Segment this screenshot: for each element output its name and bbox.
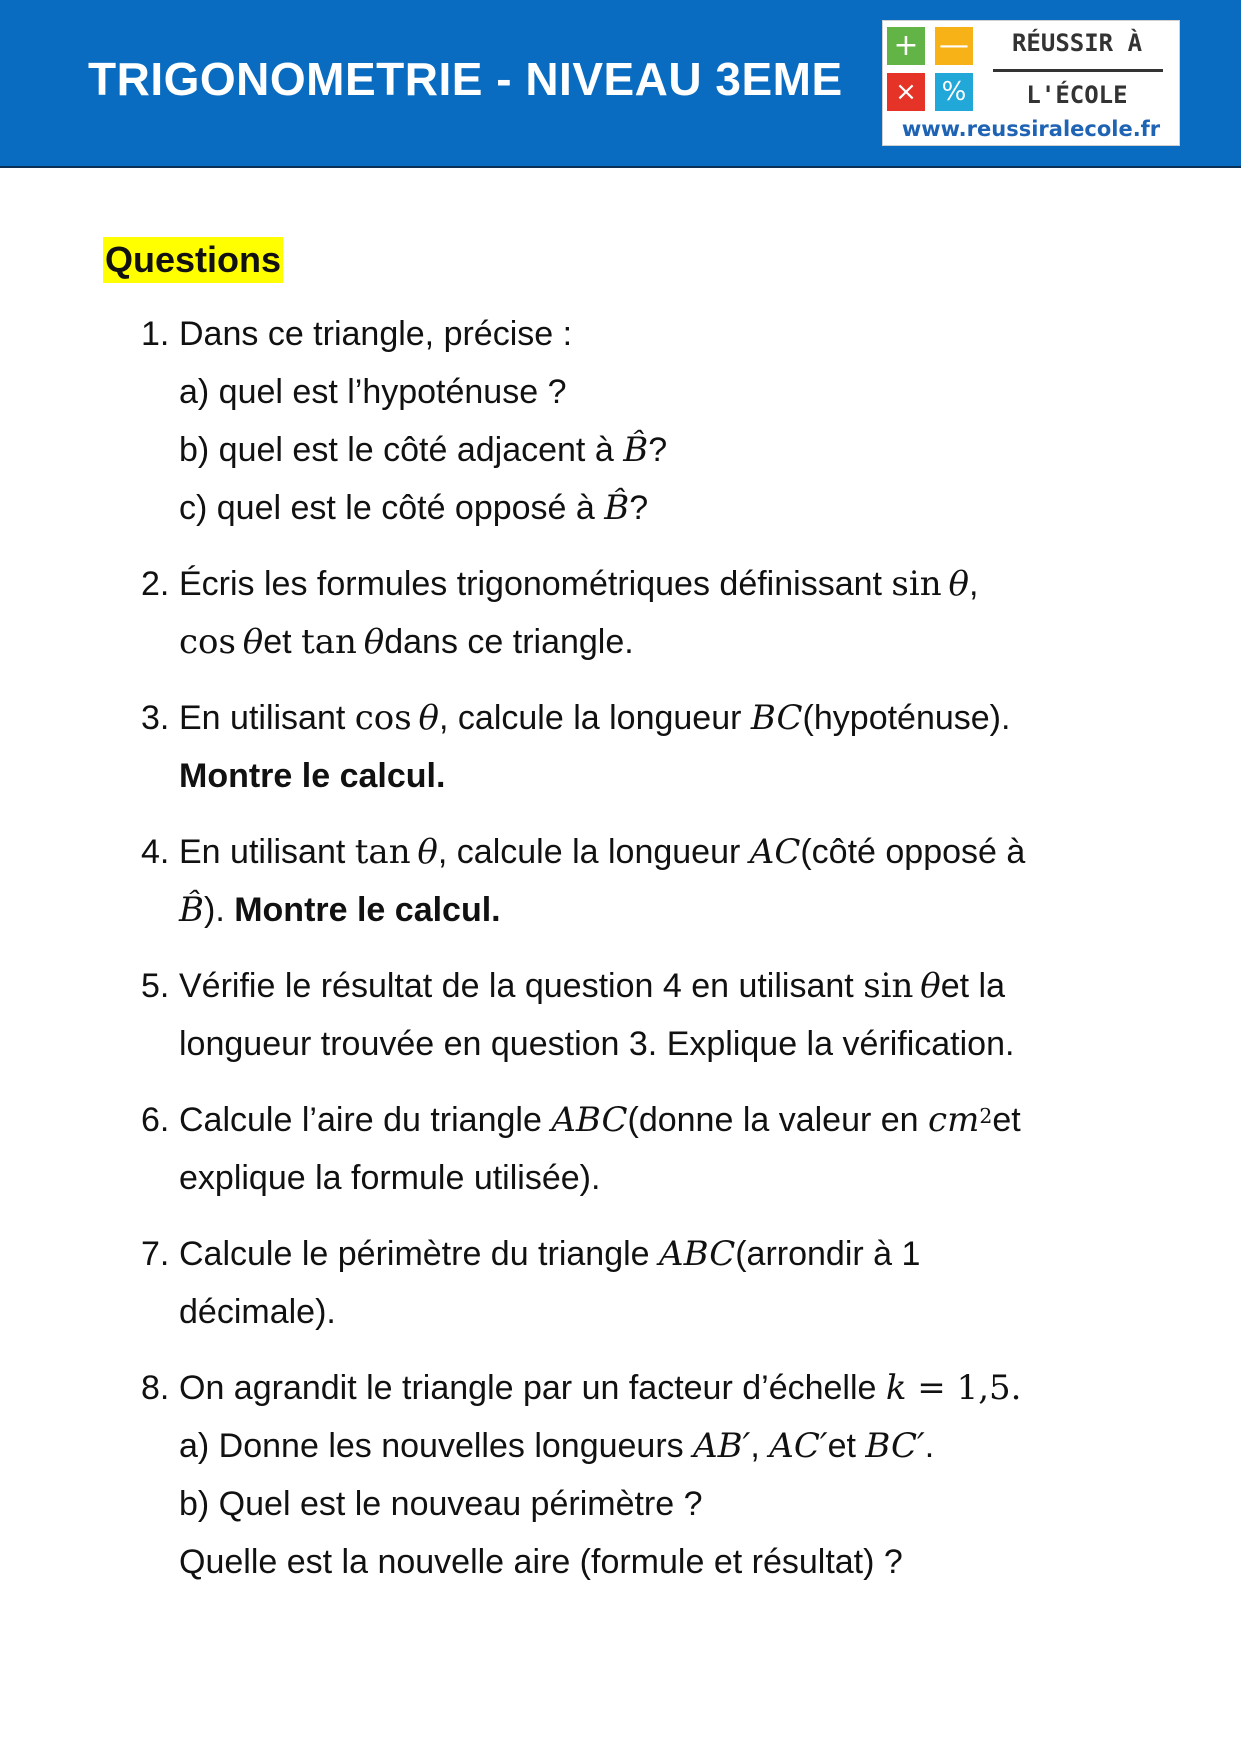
math-theta: θ bbox=[920, 966, 941, 1006]
question-number: 6. bbox=[141, 1101, 170, 1139]
text: En utilisant bbox=[179, 699, 355, 737]
math-theta: θ bbox=[417, 832, 438, 872]
bold-instruction: Montre le calcul. bbox=[234, 891, 501, 929]
text: dans ce triangle. bbox=[384, 623, 634, 661]
question-line bbox=[179, 555, 1179, 613]
text: a) quel est l’hypoténuse ? bbox=[179, 373, 567, 411]
question-line bbox=[179, 613, 1179, 671]
text: et la bbox=[940, 967, 1005, 1005]
question-line bbox=[179, 1015, 1179, 1073]
math-unit: cm bbox=[928, 1100, 980, 1140]
math-segment: AB′ bbox=[693, 1426, 751, 1466]
text: Calcule l’aire du triangle bbox=[179, 1101, 552, 1139]
text: , bbox=[750, 1427, 770, 1465]
text: c) quel est le côté opposé à bbox=[179, 489, 605, 527]
text: longueur trouvée en question 3. Explique la vérification. bbox=[179, 1025, 1015, 1063]
question-line bbox=[179, 305, 1179, 363]
question-line bbox=[179, 421, 1179, 479]
math-angle-b: B̂ bbox=[179, 890, 204, 930]
text: On agrandit le triangle par un facteur d’échelle bbox=[179, 1369, 886, 1407]
question-line bbox=[179, 823, 1179, 881]
text: Calcule le périmètre du triangle bbox=[179, 1235, 660, 1273]
text: En utilisant bbox=[179, 833, 355, 871]
question-7 bbox=[0, 1225, 1179, 1341]
text: b) quel est le côté adjacent à bbox=[179, 431, 624, 469]
text: Vérifie le résultat de la question 4 en utilisant bbox=[179, 967, 864, 1005]
text: ? bbox=[648, 431, 668, 469]
question-line bbox=[179, 1283, 1179, 1341]
site-logo[interactable] bbox=[882, 20, 1180, 146]
times-icon: × bbox=[887, 73, 925, 111]
math-segment: AC bbox=[749, 832, 801, 872]
question-line bbox=[179, 957, 1179, 1015]
text: (côté opposé à bbox=[800, 833, 1026, 871]
math-scale-factor: k bbox=[885, 1368, 907, 1408]
question-line bbox=[179, 1359, 1179, 1417]
math-function: sin bbox=[891, 564, 942, 604]
text: Quelle est la nouvelle aire (formule et résultat) ? bbox=[179, 1543, 903, 1581]
question-line bbox=[179, 1091, 1179, 1149]
question-line bbox=[179, 1533, 1179, 1591]
text: b) Quel est le nouveau périmètre ? bbox=[179, 1485, 703, 1523]
question-line bbox=[179, 1149, 1179, 1207]
text: , calcule la longueur bbox=[437, 833, 750, 871]
question-line bbox=[179, 1417, 1179, 1475]
text: et bbox=[827, 1427, 866, 1465]
logo-url[interactable]: www.reussiralecole.fr bbox=[901, 117, 1161, 141]
math-function: tan bbox=[354, 832, 411, 872]
text: (arrondir à 1 bbox=[735, 1235, 921, 1273]
math-segment: AC′ bbox=[769, 1426, 828, 1466]
question-number: 3. bbox=[141, 699, 170, 737]
plus-icon: + bbox=[887, 27, 925, 65]
logo-divider bbox=[993, 69, 1163, 72]
minus-icon: — bbox=[935, 27, 973, 65]
text: et bbox=[263, 623, 302, 661]
text: décimale). bbox=[179, 1293, 336, 1331]
text: , calcule la longueur bbox=[439, 699, 751, 737]
question-8 bbox=[0, 1359, 1179, 1591]
question-5 bbox=[0, 957, 1179, 1073]
text: (hypoténuse). bbox=[802, 699, 1011, 737]
question-number: 4. bbox=[141, 833, 170, 871]
text: a) Donne les nouvelles longueurs bbox=[179, 1427, 694, 1465]
math-function: tan bbox=[301, 622, 357, 662]
math-triangle-name: ABC bbox=[659, 1234, 736, 1274]
question-4 bbox=[0, 823, 1179, 939]
math-exponent: 2 bbox=[979, 1104, 993, 1128]
question-3 bbox=[0, 689, 1179, 805]
text: et bbox=[992, 1101, 1021, 1139]
section-title: Questions bbox=[103, 237, 283, 283]
text: ? bbox=[629, 489, 649, 527]
question-line bbox=[179, 881, 1179, 939]
page-title: TRIGONOMETRIE - NIVEAU 3EME bbox=[88, 53, 843, 105]
math-function: cos bbox=[179, 622, 236, 662]
question-number: 5. bbox=[141, 967, 170, 1005]
question-line bbox=[179, 363, 1179, 421]
text: Dans ce triangle, précise : bbox=[179, 315, 573, 353]
math-theta: θ bbox=[418, 698, 440, 738]
question-2 bbox=[0, 555, 1179, 671]
math-theta: θ bbox=[948, 564, 969, 604]
question-number: 8. bbox=[141, 1369, 170, 1407]
math-angle-b: B̂ bbox=[604, 488, 630, 528]
question-6 bbox=[0, 1091, 1179, 1207]
question-number: 7. bbox=[141, 1235, 170, 1273]
math-theta: θ bbox=[363, 622, 385, 662]
question-list bbox=[0, 305, 1241, 1609]
percent-icon: % bbox=[935, 73, 973, 111]
question-line bbox=[179, 479, 1179, 537]
question-line bbox=[179, 1225, 1179, 1283]
text: Écris les formules trigonométriques définissant bbox=[179, 565, 892, 603]
question-line bbox=[179, 689, 1179, 747]
question-number: 2. bbox=[141, 565, 170, 603]
logo-text-line1: RÉUSSIR À bbox=[1011, 29, 1143, 57]
bold-instruction: Montre le calcul. bbox=[179, 757, 446, 795]
math-theta: θ bbox=[242, 622, 264, 662]
math-value: = 1,5. bbox=[906, 1368, 1022, 1408]
math-triangle-name: ABC bbox=[551, 1100, 628, 1140]
question-1 bbox=[0, 305, 1179, 537]
logo-text-line2: L'ÉCOLE bbox=[1026, 81, 1128, 109]
math-function: sin bbox=[863, 966, 914, 1006]
question-line bbox=[179, 747, 1179, 805]
math-angle-b: B̂ bbox=[623, 430, 649, 470]
text: (donne la valeur en bbox=[627, 1101, 929, 1139]
question-line bbox=[179, 1475, 1179, 1533]
page-header bbox=[0, 0, 1241, 168]
math-function: cos bbox=[354, 698, 412, 738]
text: ). bbox=[204, 891, 235, 929]
text: explique la formule utilisée). bbox=[179, 1159, 601, 1197]
text: , bbox=[968, 565, 979, 603]
math-segment: BC′ bbox=[865, 1426, 925, 1466]
text: . bbox=[924, 1427, 935, 1465]
math-segment: BC bbox=[750, 698, 803, 738]
question-number: 1. bbox=[141, 315, 170, 353]
